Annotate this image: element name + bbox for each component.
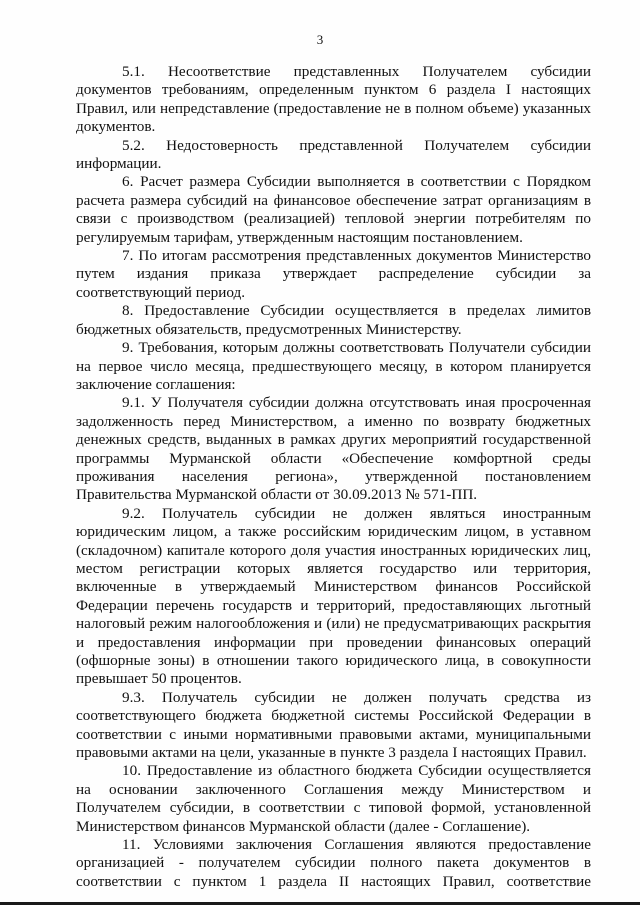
paragraph-9-1: 9.1. У Получателя субсидии должна отсутствовать иная просроченная задолженность перед Министерством, а именно по возврату бюджетных денежных средств, выданных в рамках других мероприятий государственной программы Мурманской области «Обеспечение комфортной среды проживания населения региона», утвержденной постановлением Правительства Мурманской области от 30.09.2013 № 571-ПП. bbox=[76, 394, 591, 504]
paragraph-6: 6. Расчет размера Субсидии выполняется в соответствии с Порядком расчета размера субсидий на финансовое обеспечение затрат организациям в связи с производством (реализацией) тепловой энергии потребителям по регулируемым тарифам, утвержденным настоящим постановлением. bbox=[76, 173, 591, 246]
paragraph-9-2: 9.2. Получатель субсидии не должен являться иностранным юридическим лицом, а также российским юридическим лицом, в уставном (складочном) капитале которого доля участия иностранных юридических лиц, местом регистрации которых является государство или территория, включенные в утверждаемый Министерством финансов Российской Федерации перечень государств и территорий, предоставляющих льготный налоговый режим налогообложения и (или) не предусматривающих раскрытия и предоставления информации при проведении финансовых операций (офшорные зоны) в отношении такого юридического лица, в совокупности превышает 50 процентов. bbox=[76, 504, 591, 688]
document-body bbox=[76, 63, 591, 891]
paragraph-5-2: 5.2. Недостоверность представленной Получателем субсидии информации. bbox=[76, 136, 591, 173]
paragraph-5-1: 5.1. Несоответствие представленных Получателем субсидии документов требованиям, определенным пунктом 6 раздела I настоящих Правил, или непредставление (предоставление не в полном объеме) указанных документов. bbox=[76, 63, 591, 136]
paragraph-10: 10. Предоставление из областного бюджета Субсидии осуществляется на основании заключенного Соглашения между Министерством и Получателем субсидии, в соответствии с типовой формой, установленной Министерством финансов Мурманской области (далее - Соглашение). bbox=[76, 762, 591, 835]
paragraph-9-3: 9.3. Получатель субсидии не должен получать средства из соответствующего бюджета бюджетной системы Российской Федерации в соответствии с иными нормативными правовыми актами, муниципальными правовыми актами на цели, указанные в пункте 3 раздела I настоящих Правил. bbox=[76, 688, 591, 762]
paragraph-11: 11. Условиями заключения Соглашения являются предоставление организацией - получателем субсидии полного пакета документов в соответствии с пунктом 1 раздела II настоящих Правил, соответствие bbox=[76, 836, 591, 890]
paragraph-8: 8. Предоставление Субсидии осуществляется в пределах лимитов бюджетных обязательств, предусмотренных Министерству. bbox=[76, 302, 591, 338]
paragraph-7: 7. По итогам рассмотрения представленных документов Министерство путем издания приказа утверждает распределение субсидии за соответствующий период. bbox=[76, 247, 591, 301]
paragraph-9: 9. Требования, которым должны соответствовать Получатели субсидии на первое число месяца, предшествующего месяцу, в котором планируется заключение соглашения: bbox=[76, 339, 591, 393]
page-number: 3 bbox=[316, 32, 324, 47]
